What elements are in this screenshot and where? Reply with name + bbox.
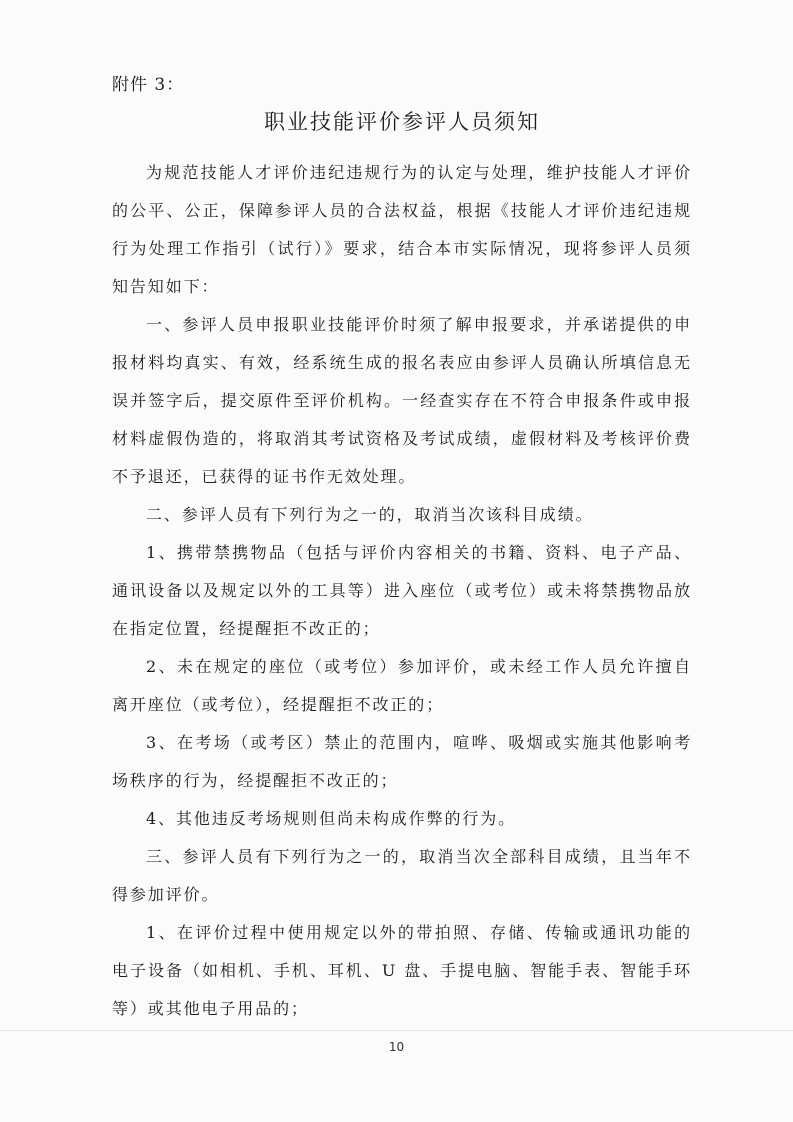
paragraph-item-3-1: 1、在评价过程中使用规定以外的带拍照、存储、传输或通讯功能的电子设备（如相机、手机、耳机、U 盘、手提电脑、智能手表、智能手环等）或其他电子用品的； bbox=[112, 923, 692, 1018]
paragraph-item-2-1: 1、携带禁携物品（包括与评价内容相关的书籍、资料、电子产品、通讯设备以及规定以外的工具等）进入座位（或考位）或未将禁携物品放在指定位置，经提醒拒不改正的； bbox=[112, 543, 692, 638]
attachment-label: 附件 3： bbox=[112, 75, 185, 95]
document-body bbox=[112, 68, 692, 1028]
paragraph-section-2: 二、参评人员有下列行为之一的，取消当次该科目成绩。 bbox=[146, 505, 594, 524]
paragraph-section-3: 三、参评人员有下列行为之一的，取消当次全部科目成绩，且当年不得参加评价。 bbox=[112, 847, 692, 904]
paragraph-intro: 为规范技能人才评价违纪违规行为的认定与处理，维护技能人才评价的公平、公正，保障参评人员的合法权益，根据《技能人才评价违纪违规行为处理工作指引（试行）》要求，结合本市实际情况，现将参评人员须知告知如下： bbox=[112, 163, 692, 296]
paragraph-item-2-3: 3、在考场（或考区）禁止的范围内，喧哗、吸烟或实施其他影响考场秩序的行为，经提醒拒不改正的； bbox=[112, 733, 692, 790]
paragraph-section-1: 一、参评人员申报职业技能评价时须了解申报要求，并承诺提供的申报材料均真实、有效，经系统生成的报名表应由参评人员确认所填信息无误并签字后，提交原件至评价机构。一经查实存在不符合申报条件或申报材料虚假伪造的，将取消其考试资格及考试成绩，虚假材料及考核评价费不予退还，已获得的证书作无效处理。 bbox=[112, 315, 692, 486]
footer-divider bbox=[0, 1030, 793, 1031]
paragraph-item-2-4: 4、其他违反考场规则但尚未构成作弊的行为。 bbox=[146, 809, 517, 828]
page-number: 10 bbox=[388, 1040, 405, 1054]
paragraph-item-2-2: 2、未在规定的座位（或考位）参加评价，或未经工作人员允许擅自离开座位（或考位），经提醒拒不改正的； bbox=[112, 657, 692, 714]
document-title: 职业技能评价参评人员须知 bbox=[264, 110, 540, 134]
